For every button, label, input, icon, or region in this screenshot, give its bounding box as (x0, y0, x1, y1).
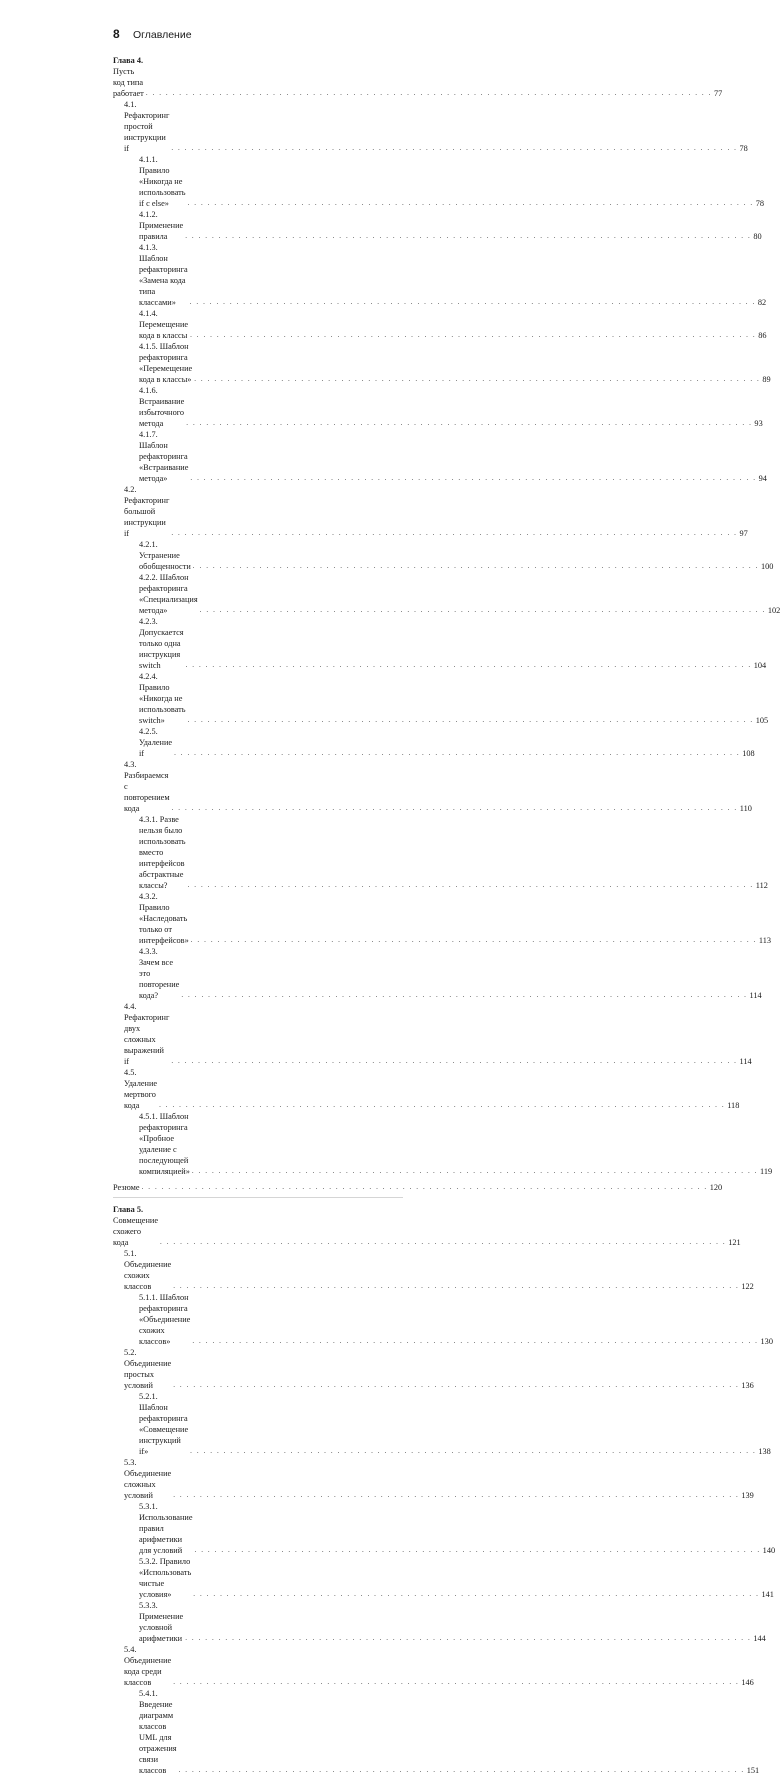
toc-entry-title: 5.4.1. Введение диаграмм классов UML для отражения связи классов (139, 1689, 177, 1775)
dot-leader (190, 473, 756, 484)
dot-leader (185, 1633, 751, 1644)
toc-page-number: 110 (739, 804, 752, 813)
dot-leader (186, 660, 752, 671)
toc-entry-title: 5.1. Объединение схожих классов (124, 1249, 172, 1291)
toc-page-number: 105 (755, 716, 769, 725)
toc-subsection-entry[interactable] (113, 572, 780, 616)
running-header (113, 27, 403, 41)
toc-section-entry[interactable] (113, 99, 748, 154)
toc-entry-title: 4.1.3. Шаблон рефакторинга «Замена кода типа классами» (139, 243, 188, 307)
toc-entry-label (139, 385, 184, 429)
toc-section-entry[interactable] (113, 1457, 754, 1501)
toc-entry-label (139, 429, 188, 484)
toc-entry-title: 5.3.2. Правило «Использовать чистые условия» (139, 1557, 192, 1599)
toc-subsection-entry[interactable] (113, 242, 767, 308)
toc-page-number: 93 (754, 419, 763, 428)
toc-subsection-entry[interactable] (113, 1600, 766, 1644)
toc-page-number: 130 (760, 1337, 773, 1346)
toc-subsection-entry[interactable] (113, 726, 755, 759)
toc-subsection-entry[interactable] (113, 341, 771, 385)
toc-page-number: 139 (741, 1491, 754, 1500)
toc-entry-label (113, 55, 144, 99)
toc-entry-title: 5.4. Объединение кода среди классов (124, 1645, 172, 1687)
toc-page-number: 77 (713, 89, 723, 98)
toc-entry-label (139, 572, 198, 616)
toc-entry-title: 4.5. Удаление мертвого кода (124, 1068, 158, 1110)
toc-entry-title: 5.3. Объединение сложных условий (124, 1458, 172, 1500)
toc-entry-title: 4.3. Разбираемся с повторением кода (124, 760, 170, 813)
toc-entry-title: 5.2. Объединение простых условий (124, 1348, 172, 1390)
toc-page-number: 94 (758, 474, 767, 483)
toc-subsection-entry[interactable] (113, 1391, 771, 1457)
toc-entry-label (139, 891, 189, 946)
dot-leader (193, 1589, 759, 1600)
toc-page-number: 78 (739, 144, 748, 153)
toc-chapter-entry[interactable] (113, 1204, 741, 1248)
dot-leader (190, 330, 756, 341)
toc-entry-label (139, 1600, 183, 1644)
toc-entry-label (124, 1644, 171, 1688)
dot-leader (171, 143, 737, 154)
toc-entry-title: 4.2. Рефакторинг большой инструкции if (124, 485, 170, 538)
dot-leader (174, 748, 740, 759)
toc-entry-label (139, 242, 188, 308)
toc-entry-label (139, 341, 192, 385)
dot-leader (192, 1166, 758, 1177)
toc-entry-title: 4.4. Рефакторинг двух сложных выражений if (124, 1002, 170, 1066)
toc-page-number: 141 (761, 1590, 774, 1599)
toc-page-number: 113 (758, 936, 772, 945)
toc-subsection-entry[interactable] (113, 1501, 776, 1556)
toc-entry-label (124, 484, 169, 539)
toc-entry-label (124, 1067, 157, 1111)
toc-entry-title: 4.1.4. Перемещение кода в классы (139, 309, 189, 340)
toc-page-number: 140 (762, 1546, 776, 1555)
toc-entry-label (139, 539, 191, 572)
toc-entry-title: Совмещение схожего кода (113, 1216, 159, 1247)
toc-entry-label (113, 1204, 158, 1248)
toc-page-number: 86 (758, 331, 767, 340)
toc-subsection-entry[interactable] (113, 671, 769, 726)
toc-page-number: 122 (741, 1282, 754, 1291)
toc-subsection-entry[interactable] (113, 308, 767, 341)
toc-entry-label (139, 1556, 191, 1600)
toc-entry-label (139, 726, 172, 759)
toc-page-number: 138 (758, 1447, 771, 1456)
toc-entry-label (124, 1347, 171, 1391)
toc-page-number: 108 (742, 749, 755, 758)
toc-entry-title: 4.1. Рефакторинг простой инструкции if (124, 100, 170, 153)
toc-page-number: 146 (741, 1678, 754, 1687)
toc-entry-title: 4.1.1. Правило «Никогда не использовать if с else» (139, 155, 186, 208)
dot-leader (195, 1545, 761, 1556)
toc-page-number: 118 (727, 1101, 740, 1110)
dot-leader (173, 1281, 739, 1292)
toc-entry-label (139, 1501, 193, 1556)
toc-entry-label (124, 99, 169, 154)
dot-leader (173, 1490, 739, 1501)
dot-leader (190, 297, 756, 308)
toc-subsection-entry[interactable] (113, 429, 767, 484)
toc-page-number: 114 (739, 1057, 752, 1066)
toc-page-number: 112 (755, 881, 768, 890)
toc-subsection-entry[interactable] (113, 946, 762, 1001)
toc-entry-title: 4.1.6. Встраивание избыточного метода (139, 386, 185, 428)
dot-leader (188, 198, 754, 209)
toc-entry-title: 4.1.2. Применение правила (139, 210, 184, 241)
toc-page-number: 89 (762, 375, 771, 384)
toc-subsection-entry[interactable] (113, 891, 772, 946)
toc-entry-title: Резюме (113, 1183, 140, 1192)
toc-section-entry[interactable] (113, 1248, 754, 1292)
toc-subsection-entry[interactable] (113, 1688, 760, 1776)
toc-entry-label (113, 1182, 140, 1193)
toc-subsection-entry[interactable] (113, 814, 768, 891)
toc-entry-label (139, 1391, 188, 1457)
running-title: Оглавление (133, 29, 192, 41)
toc-entry-title: 4.1.5. Шаблон рефакторинга «Перемещение кода в классы» (139, 342, 193, 384)
toc-entry-label (124, 1457, 171, 1501)
toc-entry-label (139, 616, 184, 671)
toc-entry-label (139, 209, 183, 242)
dot-leader (188, 715, 754, 726)
dot-leader (146, 88, 712, 99)
toc-entry-label (139, 671, 186, 726)
dot-leader (173, 1677, 739, 1688)
dot-leader (185, 231, 751, 242)
toc-entry-title: Пусть код типа работает (113, 67, 144, 98)
toc-entry-label (139, 946, 179, 1001)
toc-entry-title: 4.1.7. Шаблон рефакторинга «Встраивание метода» (139, 430, 189, 483)
dot-leader (142, 1182, 708, 1193)
toc-subsection-entry[interactable] (113, 1292, 773, 1347)
toc-section-entry[interactable] (113, 759, 752, 814)
toc-section-entry[interactable] (113, 1347, 754, 1391)
toc-section-entry[interactable] (113, 1001, 752, 1067)
toc-entry-label (139, 814, 186, 891)
toc-subsection-entry[interactable] (113, 616, 767, 671)
dot-leader (171, 528, 737, 539)
toc-entry-label (124, 759, 170, 814)
dot-leader (159, 1100, 725, 1111)
page-number: 8 (113, 27, 120, 41)
toc-entry-title: 5.2.1. Шаблон рефакторинга «Совмещение инструкций if» (139, 1392, 189, 1456)
dot-leader (193, 561, 759, 572)
toc-entry-title: 5.3.3. Применение условной арифметики (139, 1601, 184, 1643)
chapter-number: Глава 5. (113, 1205, 144, 1214)
dot-leader (186, 418, 752, 429)
toc-subsection-entry[interactable] (113, 539, 774, 572)
toc-entry-title: 4.2.4. Правило «Никогда не использовать switch» (139, 672, 186, 725)
chapter-number: Глава 4. (113, 56, 144, 65)
dot-leader (171, 1056, 737, 1067)
toc-page-number: 102 (767, 606, 780, 615)
toc-page-number: 97 (739, 529, 748, 538)
dot-leader (191, 935, 757, 946)
table-of-contents (113, 55, 780, 1776)
toc-entry-title: 5.1.1. Шаблон рефакторинга «Объединение схожих классов» (139, 1293, 191, 1346)
toc-entry-label (139, 308, 188, 341)
toc-page-number: 80 (753, 232, 762, 241)
toc-page-number: 100 (760, 562, 774, 571)
toc-section-entry[interactable] (113, 484, 748, 539)
chapter-divider (113, 1197, 403, 1198)
toc-page-number: 114 (749, 991, 762, 1000)
toc-page-number: 151 (746, 1766, 760, 1775)
toc-entry[interactable] (113, 1182, 723, 1193)
toc-entry-label (139, 154, 186, 209)
toc-entry-title: 4.2.3. Допускается только одна инструкция switch (139, 617, 184, 670)
toc-entry-title: 4.3.2. Правило «Наследовать только от интерфейсов» (139, 892, 189, 945)
dot-leader (172, 803, 738, 814)
toc-subsection-entry[interactable] (113, 1111, 773, 1177)
toc-entry-title: 4.3.1. Разве нельзя было использовать вместо интерфейсов абстрактные классы? (139, 815, 186, 890)
toc-entry-title: 4.2.1. Устранение обобщенности (139, 540, 191, 571)
toc-section-entry[interactable] (113, 1067, 740, 1111)
dot-leader (190, 1446, 756, 1457)
toc-page-number: 121 (728, 1238, 741, 1247)
toc-entry-label (139, 1688, 177, 1776)
toc-page-number: 78 (755, 199, 765, 208)
toc-entry-title: 4.3.3. Зачем все это повторение кода? (139, 947, 180, 1000)
toc-subsection-entry[interactable] (113, 385, 763, 429)
dot-leader (160, 1237, 726, 1248)
toc-page-number: 120 (709, 1183, 723, 1192)
dot-leader (181, 990, 747, 1001)
toc-page-number: 119 (760, 1167, 773, 1176)
toc-subsection-entry[interactable] (113, 154, 765, 209)
toc-page-number: 82 (757, 298, 767, 307)
toc-subsection-entry[interactable] (113, 209, 762, 242)
dot-leader (192, 1336, 758, 1347)
toc-entry-label (139, 1111, 190, 1177)
dot-leader (179, 1765, 745, 1776)
dot-leader (188, 880, 754, 891)
dot-leader (200, 605, 766, 616)
toc-section-entry[interactable] (113, 1644, 754, 1688)
toc-entry-label (124, 1248, 171, 1292)
toc-entry-title: 4.2.2. Шаблон рефакторинга «Специализация метода» (139, 573, 198, 615)
toc-page-number: 104 (753, 661, 767, 670)
toc-subsection-entry[interactable] (113, 1556, 774, 1600)
toc-entry-label (139, 1292, 190, 1347)
toc-page-number: 136 (741, 1381, 754, 1390)
toc-entry-label (124, 1001, 169, 1067)
toc-entry-title: 5.3.1. Использование правил арифметики для условий (139, 1502, 193, 1555)
toc-page-number: 144 (753, 1634, 766, 1643)
toc-entry-title: 4.5.1. Шаблон рефакторинга «Пробное удаление с последующей компиляцией» (139, 1112, 190, 1176)
toc-chapter-entry[interactable] (113, 55, 723, 99)
toc-entry-title: 4.2.5. Удаление if (139, 727, 173, 758)
dot-leader (194, 374, 760, 385)
dot-leader (173, 1380, 739, 1391)
